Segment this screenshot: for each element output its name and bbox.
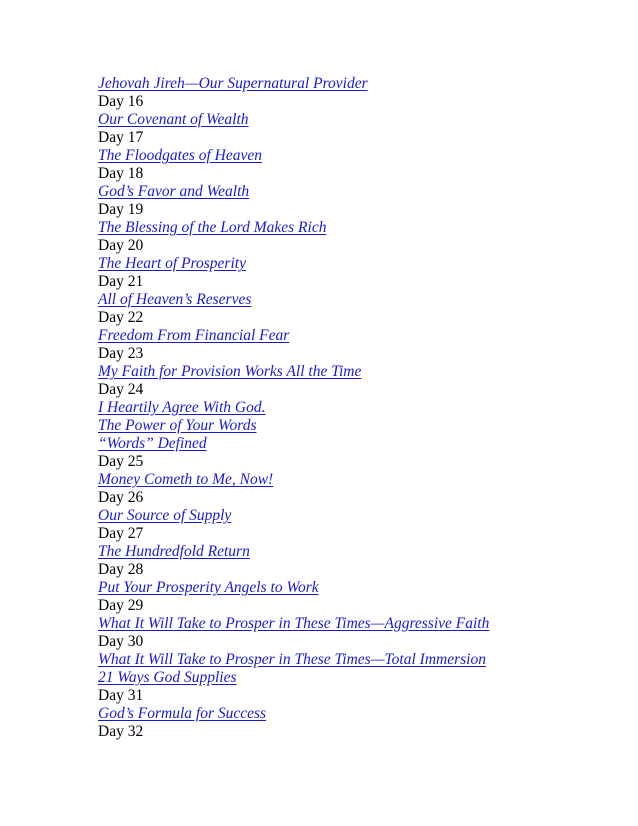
day-label: Day 19 <box>98 201 144 218</box>
toc-link[interactable]: What It Will Take to Prosper in These Times—Total Immersion <box>98 651 486 668</box>
day-label: Day 16 <box>98 93 144 110</box>
day-label: Day 27 <box>98 525 144 542</box>
day-label: Day 32 <box>98 723 144 740</box>
toc-link[interactable]: I Heartily Agree With God. <box>98 399 266 416</box>
toc-link[interactable]: God’s Favor and Wealth <box>98 183 250 200</box>
toc-link[interactable]: The Hundredfold Return <box>98 543 250 560</box>
toc-link[interactable]: Our Source of Supply <box>98 507 232 524</box>
table-of-contents <box>98 75 489 741</box>
toc-link[interactable]: The Blessing of the Lord Makes Rich <box>98 219 327 236</box>
day-label: Day 22 <box>98 309 144 326</box>
day-label: Day 24 <box>98 381 144 398</box>
day-label: Day 25 <box>98 453 144 470</box>
toc-link[interactable]: The Power of Your Words <box>98 417 257 434</box>
day-label: Day 21 <box>98 273 144 290</box>
toc-link[interactable]: Jehovah Jireh—Our Supernatural Provider <box>98 75 368 92</box>
day-label: Day 26 <box>98 489 144 506</box>
day-label: Day 31 <box>98 687 144 704</box>
toc-link[interactable]: 21 Ways God Supplies <box>98 669 237 686</box>
toc-link[interactable]: The Heart of Prosperity <box>98 255 246 272</box>
toc-link[interactable]: Money Cometh to Me, Now! <box>98 471 274 488</box>
toc-link[interactable]: Freedom From Financial Fear <box>98 327 290 344</box>
toc-link[interactable]: Our Covenant of Wealth <box>98 111 249 128</box>
day-label: Day 18 <box>98 165 144 182</box>
day-label: Day 28 <box>98 561 144 578</box>
toc-link[interactable]: God’s Formula for Success <box>98 705 267 722</box>
toc-link[interactable]: All of Heaven’s Reserves <box>98 291 252 308</box>
toc-link[interactable]: “Words” Defined <box>98 435 207 452</box>
day-label: Day 29 <box>98 597 144 614</box>
day-label: Day 23 <box>98 345 144 362</box>
toc-link[interactable]: Put Your Prosperity Angels to Work <box>98 579 319 596</box>
day-label: Day 20 <box>98 237 144 254</box>
day-label: Day 17 <box>98 129 144 146</box>
day-label: Day 30 <box>98 633 144 650</box>
toc-link[interactable]: My Faith for Provision Works All the Time <box>98 363 362 380</box>
toc-link[interactable]: The Floodgates of Heaven <box>98 147 263 164</box>
toc-link[interactable]: What It Will Take to Prosper in These Times—Aggressive Faith <box>98 615 490 632</box>
